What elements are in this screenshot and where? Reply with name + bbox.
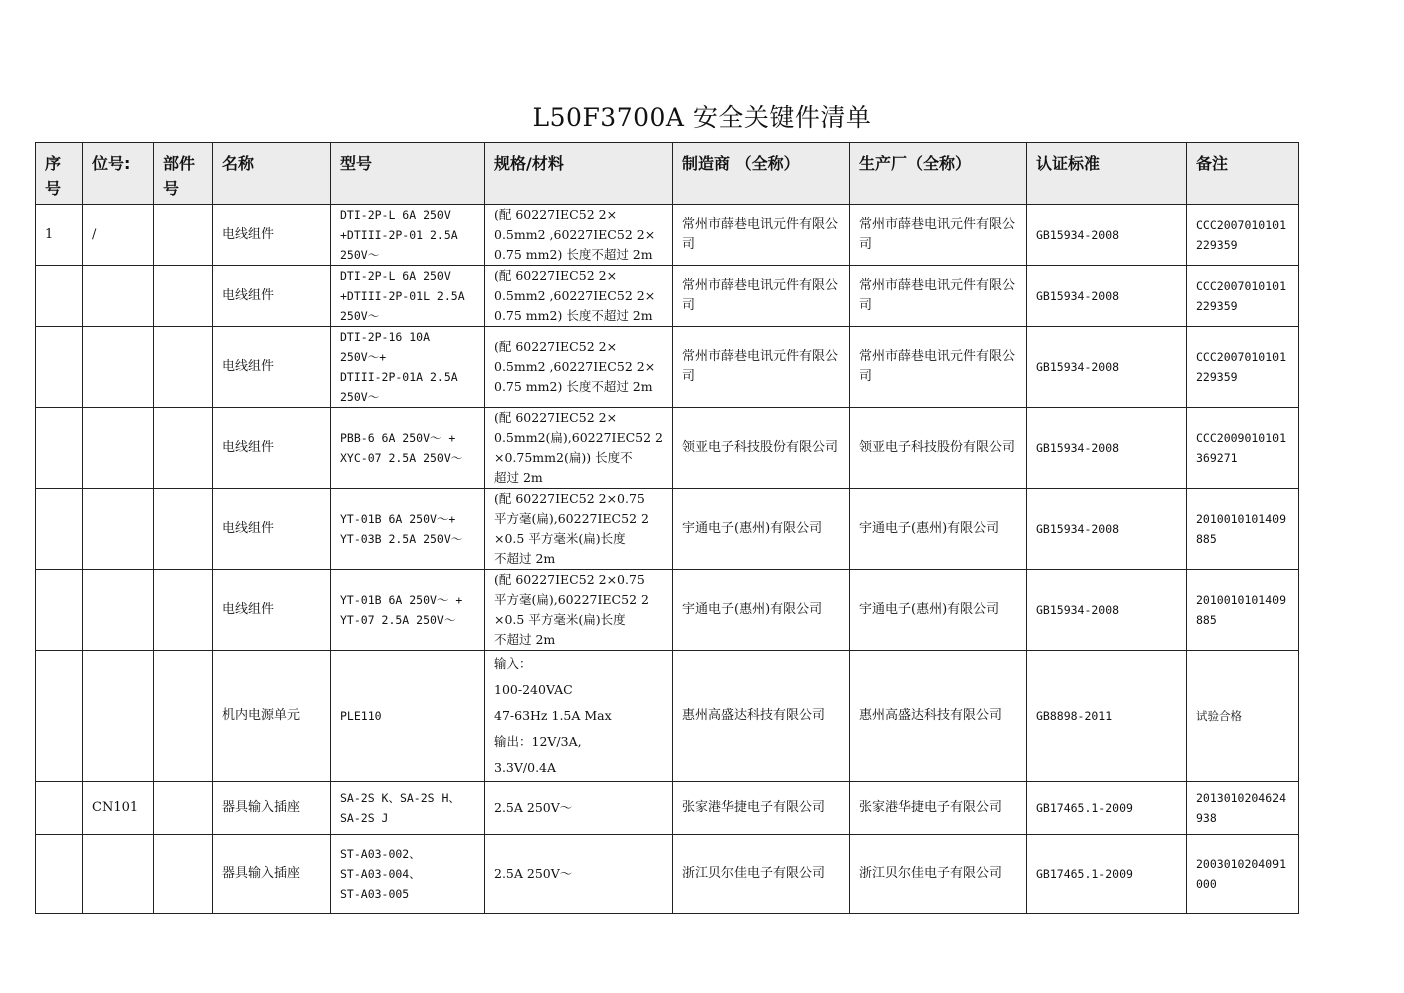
cell-note: CCC2007010101229359 (1187, 327, 1299, 408)
cell-factory: 宇通电子(惠州)有限公司 (850, 570, 1027, 651)
row-spacer (1299, 327, 1312, 408)
cell-model-line: DTI-2P-L 6A 250V (340, 269, 451, 283)
cell-model-line: 250V～ (340, 248, 380, 262)
cell-factory: 张家港华捷电子有限公司 (850, 782, 1027, 835)
cell-model-line: YT-03B 2.5A 250V～ (340, 532, 463, 546)
cell-spec-line: 平方毫(扁),60227IEC52 2 (494, 511, 649, 526)
cell-part-no (154, 327, 213, 408)
cell-model (331, 489, 485, 570)
cell-model (331, 651, 485, 782)
cell-manufacturer: 常州市薛巷电讯元件有限公司 (673, 327, 850, 408)
cell-seq (36, 408, 83, 489)
cell-model-line: SA-2S J (340, 811, 389, 825)
cell-seq (36, 489, 83, 570)
cell-spec-line: 不超过 2m (494, 632, 556, 647)
cell-factory: 浙江贝尔佳电子有限公司 (850, 835, 1027, 914)
cell-spec-line: (配 60227IEC52 2× (494, 339, 618, 354)
row-spacer (1299, 205, 1312, 266)
cell-model-line: ST-A03-002、 (340, 847, 421, 861)
cell-position (83, 570, 154, 651)
cell-model-line: DTI-2P-16 10A (340, 330, 431, 344)
cell-model-line: ST-A03-005 (340, 887, 410, 901)
cell-model (331, 570, 485, 651)
table-row (36, 651, 1312, 782)
cell-standard: GB8898-2011 (1027, 651, 1187, 782)
cell-position (83, 835, 154, 914)
header-manufacturer: 制造商 （全称） (673, 143, 850, 205)
safety-component-table (35, 142, 1312, 914)
cell-name: 电线组件 (213, 489, 331, 570)
cell-spec-line: (配 60227IEC52 2× (494, 207, 618, 222)
header-name: 名称 (213, 143, 331, 205)
cell-spec-line: (配 60227IEC52 2×0.75 (494, 491, 645, 506)
cell-manufacturer: 宇通电子(惠州)有限公司 (673, 570, 850, 651)
cell-name: 电线组件 (213, 570, 331, 651)
table-row (36, 489, 1312, 570)
header-part-no: 部件号 (154, 143, 213, 205)
cell-seq (36, 327, 83, 408)
row-spacer (1299, 266, 1312, 327)
row-spacer (1299, 408, 1312, 489)
header-seq: 序号 (36, 143, 83, 205)
cell-seq (36, 651, 83, 782)
header-spec: 规格/材料 (485, 143, 673, 205)
cell-spec-line: 0.75 mm2) 长度不超过 2m (494, 247, 653, 262)
cell-part-no (154, 835, 213, 914)
cell-spec-line: 超过 2m (494, 470, 543, 485)
cell-spec (485, 570, 673, 651)
cell-factory: 常州市薛巷电讯元件有限公司 (850, 205, 1027, 266)
cell-model-line: XYC-07 2.5A 250V～ (340, 451, 463, 465)
cell-spec-line: 3.3V/0.4A (494, 760, 557, 775)
cell-part-no (154, 408, 213, 489)
cell-spec-line: 0.5mm2 ,60227IEC52 2× (494, 288, 656, 303)
cell-manufacturer: 常州市薛巷电讯元件有限公司 (673, 205, 850, 266)
cell-spec-line: 47-63Hz 1.5A Max (494, 708, 612, 723)
header-model: 型号 (331, 143, 485, 205)
cell-note: 2010010101409885 (1187, 570, 1299, 651)
cell-factory: 常州市薛巷电讯元件有限公司 (850, 266, 1027, 327)
row-spacer (1299, 835, 1312, 914)
header-position: 位号: (83, 143, 154, 205)
cell-manufacturer: 浙江贝尔佳电子有限公司 (673, 835, 850, 914)
cell-name: 电线组件 (213, 327, 331, 408)
cell-seq (36, 782, 83, 835)
cell-spec (485, 835, 673, 914)
cell-manufacturer: 宇通电子(惠州)有限公司 (673, 489, 850, 570)
cell-manufacturer: 领亚电子科技股份有限公司 (673, 408, 850, 489)
cell-spec-line: 2.5A 250V～ (494, 866, 573, 881)
cell-manufacturer: 惠州高盛达科技有限公司 (673, 651, 850, 782)
cell-standard: GB15934-2008 (1027, 327, 1187, 408)
cell-part-no (154, 205, 213, 266)
cell-spec-line: 2.5A 250V～ (494, 800, 573, 815)
cell-model-line: DTI-2P-L 6A 250V (340, 208, 451, 222)
cell-spec-line: 0.5mm2(扁),60227IEC52 2 (494, 430, 663, 445)
row-spacer (1299, 570, 1312, 651)
cell-model-line: DTIII-2P-01A 2.5A (340, 370, 458, 384)
table-row (36, 408, 1312, 489)
row-spacer (1299, 489, 1312, 570)
cell-name: 电线组件 (213, 266, 331, 327)
cell-seq: 1 (36, 205, 83, 266)
cell-spec (485, 266, 673, 327)
cell-name: 机内电源单元 (213, 651, 331, 782)
cell-standard: GB15934-2008 (1027, 570, 1187, 651)
cell-part-no (154, 570, 213, 651)
cell-name: 器具输入插座 (213, 782, 331, 835)
cell-model-line: +DTIII-2P-01 2.5A (340, 228, 458, 242)
header-row (36, 143, 1312, 205)
cell-spec-line: (配 60227IEC52 2×0.75 (494, 572, 645, 587)
header-standard: 认证标准 (1027, 143, 1187, 205)
header-factory: 生产厂（全称） (850, 143, 1027, 205)
cell-standard: GB17465.1-2009 (1027, 835, 1187, 914)
cell-position: CN101 (83, 782, 154, 835)
cell-seq (36, 570, 83, 651)
cell-name: 器具输入插座 (213, 835, 331, 914)
header-spacer (1299, 143, 1312, 205)
cell-standard: GB15934-2008 (1027, 266, 1187, 327)
cell-spec (485, 205, 673, 266)
table-row (36, 570, 1312, 651)
cell-model-line: YT-01B 6A 250V～+ (340, 512, 456, 526)
cell-model-line: YT-07 2.5A 250V～ (340, 613, 456, 627)
cell-model-line: YT-01B 6A 250V～ + (340, 593, 463, 607)
cell-spec-line: (配 60227IEC52 2× (494, 268, 618, 283)
cell-spec (485, 651, 673, 782)
cell-spec (485, 408, 673, 489)
cell-note: 2003010204091000 (1187, 835, 1299, 914)
cell-spec-line: ×0.75mm2(扁)) 长度不 (494, 450, 633, 465)
cell-spec-line: 输入： (494, 656, 532, 671)
cell-spec-line: 不超过 2m (494, 551, 556, 566)
table-row (36, 205, 1312, 266)
cell-factory: 常州市薛巷电讯元件有限公司 (850, 327, 1027, 408)
table-row (36, 327, 1312, 408)
cell-spec-line: 平方毫(扁),60227IEC52 2 (494, 592, 649, 607)
cell-manufacturer: 常州市薛巷电讯元件有限公司 (673, 266, 850, 327)
cell-spec-line: ×0.5 平方毫米(扁)长度 (494, 612, 626, 627)
cell-spec-line: 0.75 mm2) 长度不超过 2m (494, 379, 653, 394)
cell-factory: 领亚电子科技股份有限公司 (850, 408, 1027, 489)
cell-position (83, 266, 154, 327)
cell-model (331, 327, 485, 408)
row-spacer (1299, 782, 1312, 835)
cell-seq (36, 835, 83, 914)
cell-factory: 宇通电子(惠州)有限公司 (850, 489, 1027, 570)
table-row (36, 266, 1312, 327)
cell-spec-line: 100-240VAC (494, 682, 573, 697)
cell-position (83, 489, 154, 570)
cell-spec-line: ×0.5 平方毫米(扁)长度 (494, 531, 626, 546)
cell-position (83, 651, 154, 782)
cell-model (331, 266, 485, 327)
cell-standard: GB17465.1-2009 (1027, 782, 1187, 835)
cell-note: 试验合格 (1187, 651, 1299, 782)
cell-model-line: PBB-6 6A 250V～ + (340, 431, 456, 445)
cell-position (83, 408, 154, 489)
cell-spec-line: 0.5mm2 ,60227IEC52 2× (494, 359, 656, 374)
cell-spec-line: (配 60227IEC52 2× (494, 410, 618, 425)
cell-note: 2013010204624938 (1187, 782, 1299, 835)
cell-spec (485, 327, 673, 408)
cell-manufacturer: 张家港华捷电子有限公司 (673, 782, 850, 835)
cell-model-line: +DTIII-2P-01L 2.5A (340, 289, 465, 303)
cell-part-no (154, 782, 213, 835)
cell-model (331, 835, 485, 914)
cell-spec-line: 0.75 mm2) 长度不超过 2m (494, 308, 653, 323)
cell-name: 电线组件 (213, 408, 331, 489)
cell-part-no (154, 651, 213, 782)
cell-note: 2010010101409885 (1187, 489, 1299, 570)
cell-note: CCC2007010101229359 (1187, 266, 1299, 327)
cell-spec-line: 0.5mm2 ,60227IEC52 2× (494, 227, 656, 242)
cell-standard: GB15934-2008 (1027, 408, 1187, 489)
table-row (36, 782, 1312, 835)
cell-model-line: ST-A03-004、 (340, 867, 421, 881)
cell-spec (485, 489, 673, 570)
cell-model-line: 250V～ (340, 390, 380, 404)
header-note: 备注 (1187, 143, 1299, 205)
cell-model (331, 408, 485, 489)
cell-model (331, 205, 485, 266)
cell-factory: 惠州高盛达科技有限公司 (850, 651, 1027, 782)
cell-model-line: 250V～ (340, 309, 380, 323)
cell-part-no (154, 266, 213, 327)
cell-model-line: PLE110 (340, 709, 382, 723)
cell-model-line: SA-2S K、SA-2S H、 (340, 791, 460, 805)
row-spacer (1299, 651, 1312, 782)
cell-note: CCC2009010101369271 (1187, 408, 1299, 489)
cell-spec-line: 输出：12V/3A, (494, 734, 582, 749)
cell-seq (36, 266, 83, 327)
cell-name: 电线组件 (213, 205, 331, 266)
cell-standard: GB15934-2008 (1027, 205, 1187, 266)
cell-note: CCC2007010101229359 (1187, 205, 1299, 266)
page-title: L50F3700A 安全关键件清单 (532, 103, 872, 132)
cell-standard: GB15934-2008 (1027, 489, 1187, 570)
table-row (36, 835, 1312, 914)
cell-model-line: 250V～+ (340, 350, 387, 364)
cell-model (331, 782, 485, 835)
cell-part-no (154, 489, 213, 570)
cell-position (83, 327, 154, 408)
cell-position: / (83, 205, 154, 266)
cell-spec (485, 782, 673, 835)
